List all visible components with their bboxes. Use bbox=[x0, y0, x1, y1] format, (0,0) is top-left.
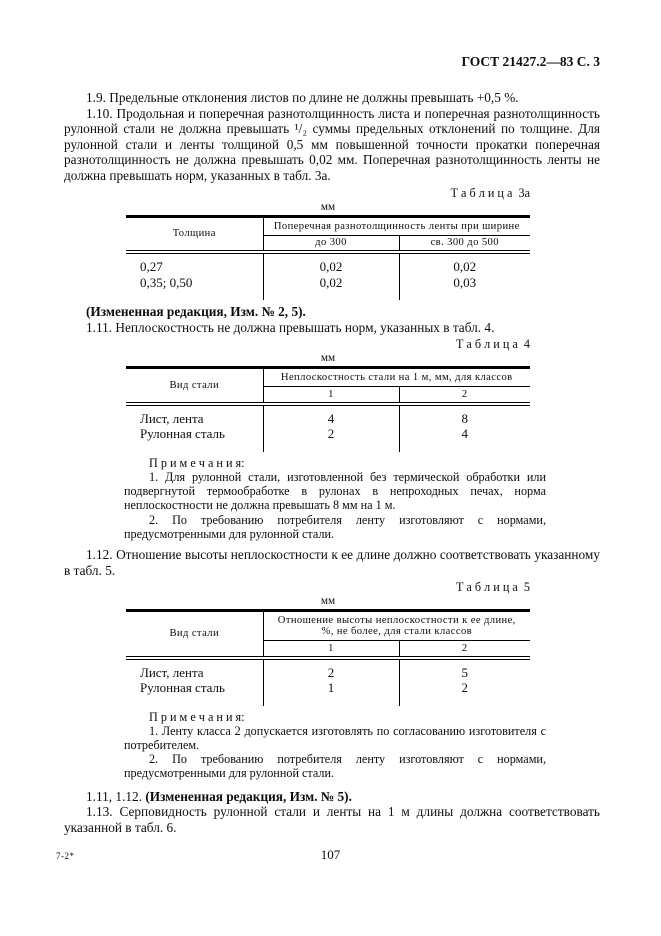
notes-title: П р и м е ч а н и я: bbox=[149, 709, 245, 724]
table-3a-block bbox=[126, 187, 530, 301]
table-3a-stub-header: Толщина bbox=[126, 216, 263, 252]
table-cell: 0,03 bbox=[453, 274, 477, 290]
table-row bbox=[126, 404, 530, 427]
table-5-stub-header: Вид стали bbox=[126, 611, 263, 658]
table-cell: 2 bbox=[461, 680, 468, 696]
paragraph-1-12: 1.12. Отношение высоты неплоскостности к ее длине должно соответствовать указанному в табл. 5. bbox=[64, 546, 600, 578]
paragraph-1-11-12-amended bbox=[64, 789, 600, 805]
paragraph-1-10: 1.10. Продольная и поперечная разнотолщинность листа и поперечная разнотолщинность рулонной стали не должна превышать ¹/₂ суммы предельных отклонений по толщине. Для рулонной стали и ленты толщиной 0,5 мм повышенной точности прокатки поперечная разнотолщинность не должна превышать 0,02 мм. Поперечная разнотолщинность ленты не должна превышать норм, указанных в табл. 3а. bbox=[64, 105, 600, 183]
table-row bbox=[126, 426, 530, 452]
table-4-unit: мм bbox=[320, 352, 336, 365]
table-3a-span-header: Поперечная разнотолщинность ленты при ширине bbox=[263, 216, 530, 235]
table-3a bbox=[126, 215, 530, 301]
footer-signature-mark: 7-2* bbox=[56, 851, 75, 861]
table-cell: 5 bbox=[461, 664, 468, 680]
table-4-col-header: 1 bbox=[263, 387, 399, 404]
amended-prefix: 1.11, 1.12. bbox=[86, 788, 146, 804]
note-item: 2. По требованию потребителя ленту изготовляют с нормами, предусмотренными для рулонной стали. bbox=[124, 512, 546, 541]
table-cell: 1 bbox=[263, 680, 399, 706]
table-5-span-header: Отношение высоты неплоскостности к ее длине, %, не более, для стали классов bbox=[263, 611, 530, 641]
table-3a-label: Т а б л и ц а 3а bbox=[450, 185, 530, 200]
amended-note-2-5: (Измененная редакция, Изм. № 2, 5). bbox=[86, 304, 306, 320]
doc-header: ГОСТ 21427.2—83 С. 3 bbox=[461, 54, 600, 69]
table-cell: 0,27 bbox=[126, 252, 263, 275]
page-number: 107 bbox=[320, 847, 341, 862]
table-5-col-header: 2 bbox=[399, 641, 530, 658]
table-4-label: Т а б л и ц а 4 bbox=[455, 337, 530, 352]
table-4 bbox=[126, 366, 530, 452]
table-cell: 4 bbox=[461, 426, 468, 442]
table-cell: Лист, лента bbox=[126, 404, 263, 427]
table-3a-unit: мм bbox=[320, 200, 336, 213]
table-4-col-header: 2 bbox=[399, 387, 530, 404]
notes-table-5 bbox=[124, 710, 546, 781]
notes-table-4 bbox=[124, 456, 546, 541]
table-4-span-header: Неплоскостность стали на 1 м, мм, для классов bbox=[263, 368, 530, 387]
table-5-label: Т а б л и ц а 5 bbox=[455, 580, 530, 595]
table-cell: 0,35; 0,50 bbox=[126, 275, 263, 301]
table-cell: 4 bbox=[263, 404, 399, 427]
table-cell: Рулонная сталь bbox=[126, 426, 263, 452]
table-3a-col-header: до 300 bbox=[263, 235, 399, 252]
table-3a-col-header: св. 300 до 500 bbox=[399, 235, 530, 252]
table-cell: 0,02 bbox=[453, 259, 477, 275]
table-5-block bbox=[126, 581, 530, 706]
note-item: 2. По требованию потребителя ленту изготовляют с нормами, предусмотренными для рулонной стали. bbox=[124, 752, 546, 781]
table-cell: Лист, лента bbox=[126, 658, 263, 681]
paragraph-1-9: 1.9. Предельные отклонения листов по длине не должны превышать +0,5 %. bbox=[86, 90, 519, 105]
table-row bbox=[126, 680, 530, 706]
table-row bbox=[126, 252, 530, 275]
table-cell: 0,02 bbox=[263, 252, 399, 275]
table-4-stub-header: Вид стали bbox=[126, 368, 263, 404]
table-cell: 8 bbox=[461, 410, 468, 426]
table-5-col-header: 1 bbox=[263, 641, 399, 658]
table-5-unit: мм bbox=[320, 595, 336, 608]
table-4-block bbox=[126, 338, 530, 452]
table-row bbox=[126, 658, 530, 681]
paragraph-1-11: 1.11. Неплоскостность не должна превышать норм, указанных в табл. 4. bbox=[86, 319, 495, 335]
notes-title: П р и м е ч а н и я: bbox=[149, 455, 245, 470]
paragraph-1-13: 1.13. Серповидность рулонной стали и ленты на 1 м длины должна соответствовать указанной в табл. 6. bbox=[64, 804, 600, 835]
note-item: 1. Для рулонной стали, изготовленной без термической обработки или подвергнутой термообработке в рулонах в непроходных печах, норма неплоскостности не должна превышать 8 мм на 1 м. bbox=[124, 469, 546, 513]
table-row bbox=[126, 275, 530, 301]
table-cell: 0,02 bbox=[263, 275, 399, 301]
table-cell: 2 bbox=[263, 426, 399, 452]
amended-note-5: (Измененная редакция, Изм. № 5). bbox=[145, 788, 352, 804]
note-item: 1. Ленту класса 2 допускается изготовлять по согласованию изготовителя с потребителем. bbox=[124, 723, 546, 753]
table-cell: Рулонная сталь bbox=[126, 680, 263, 706]
table-cell: 2 bbox=[263, 658, 399, 681]
table-5 bbox=[126, 609, 530, 706]
